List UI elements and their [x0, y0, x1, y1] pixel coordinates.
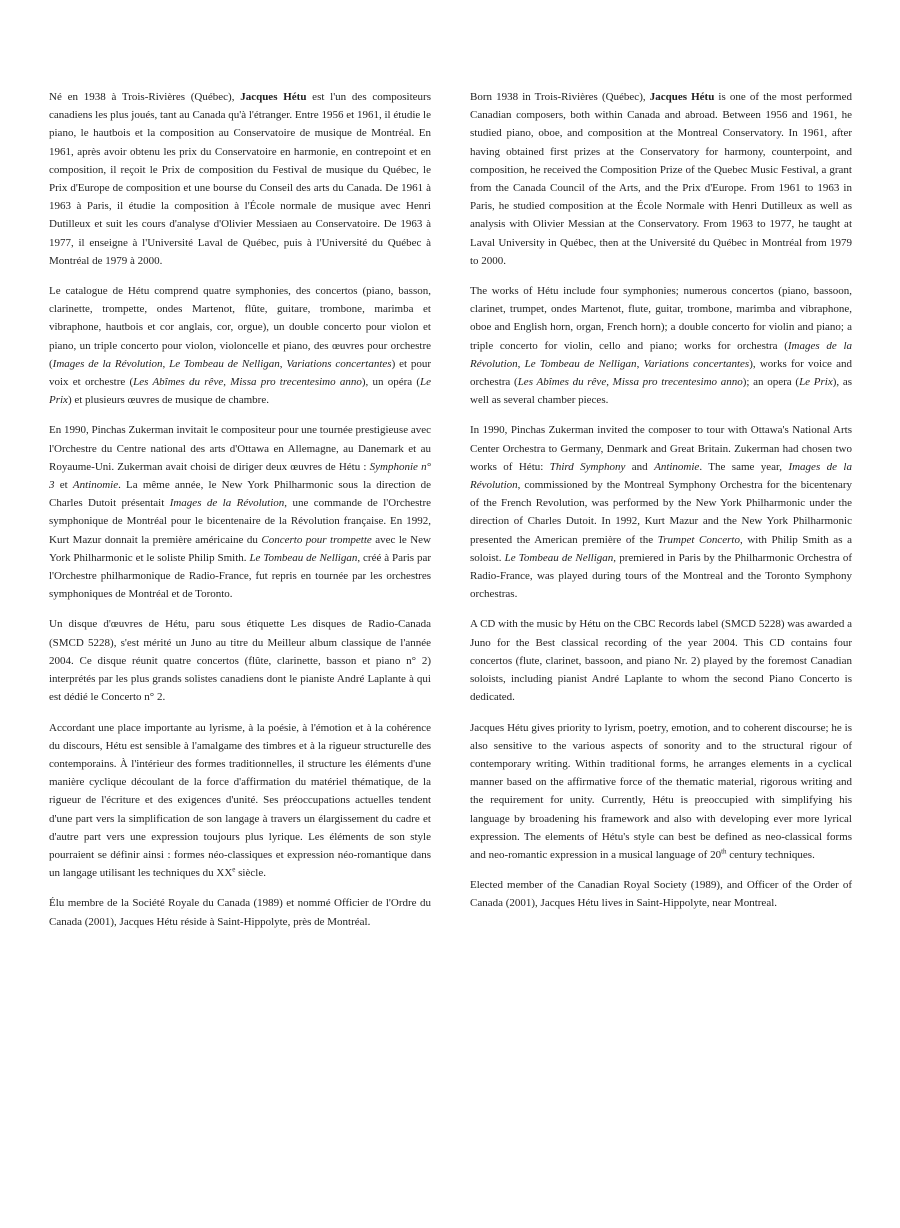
- work-title: Variations concertantes: [286, 357, 392, 370]
- text-run: ,: [223, 376, 231, 389]
- text-run: , commissioned by the Montreal Symphony Orchestra for the bicentenary of the French Revolution, was performed by the New York Philharmonic under the direction of Charles Dutoit. In 1992, Kurt Mazur and the New York Philharmonic presented the American première of the: [470, 479, 852, 546]
- work-title: Trumpet Concerto: [657, 533, 740, 546]
- text-run: Élu membre de la Société Royale du Canada (1989) et nommé Officier de l'Ordre du Canada (2001), Jacques Hétu réside à Saint-Hippolyte, près de Montréal.: [49, 897, 431, 928]
- work-title: Les Abîmes du rêve: [517, 376, 607, 389]
- text-run: and: [625, 460, 655, 473]
- text-run: ,: [636, 357, 644, 370]
- text-run: et: [54, 479, 73, 492]
- work-title: Images de la Révolution: [470, 339, 853, 370]
- work-title: Images de la Révolution: [52, 357, 163, 370]
- french-paragraph-5: [49, 719, 431, 883]
- english-paragraph-5: [470, 719, 852, 865]
- english-paragraph-4: [470, 615, 852, 706]
- superscript: th: [721, 847, 727, 856]
- text-run: est l'un des compositeurs canadiens les plus joués, tant au Canada qu'à l'étranger. Entre 1956 et 1961, il étudie le piano, le hautbois et la composition au Conservatoire de musique de Montréal. En 1961, après avoir obtenu les prix du Conservatoire en harmonie, en contrepoint et en composition, il reçoit le Prix de composition du Festival de musique du Québec, le Prix d'Europe de composition et une bourse du Conseil des arts du Canada. De 1961 à 1963 à Paris, il étudie la composition à l'École normale de musique avec Henri Dutilleux et suit les cours d'analyse d'Olivier Messiaen au Conservatoire. De 1963 à 1977, il enseigne à l'Université Laval de Québec, puis à l'Université du Québec à Montréal de 1979 à 2000.: [49, 91, 431, 267]
- text-run: century techniques.: [726, 848, 815, 861]
- work-title: Le Tombeau de Nelligan: [504, 551, 614, 564]
- english-column: [470, 88, 852, 925]
- text-run: ), works for voice and orchestra (: [470, 357, 852, 389]
- work-title: Antinomie: [72, 479, 119, 492]
- text-run: The works of Hétu include four symphonies; numerous concertos (piano, bassoon, clarinet, trumpet, ondes Martenot, flute, guitar, trombone, marimba and vibraphone, oboe and English horn, organ, French horn); a double concerto for violin and piano; a triple concerto for violin, cello and piano; works for orchestra (: [470, 285, 852, 352]
- french-paragraph-1: [49, 88, 431, 270]
- text-run: ), as well as several chamber pieces.: [470, 376, 853, 407]
- work-title: Le Prix: [49, 376, 432, 407]
- work-title: Missa pro trecentesimo anno: [612, 376, 743, 389]
- text-run: , une commande de l'Orchestre symphonique de Montréal pour le bicentenaire de la Révolution française. En 1992, Kurt Mazur donnait la première américaine du: [49, 497, 431, 546]
- text-run: Né en 1938 à Trois-Rivières (Québec),: [49, 91, 241, 103]
- work-title: Antinomie: [654, 460, 700, 473]
- text-run: A CD with the music by Hétu on the CBC Records label (SMCD 5228) was awarded a Juno for the Best classical recording of the year 2004. This CD contains four concertos (flute, clarinet, bassoon, and piano Nr. 2) played by the foremost Canadian soloists, including pianist André Laplante to whom the second Piano Concerto is dedicated.: [470, 618, 852, 704]
- superscript: e: [232, 865, 236, 874]
- work-title: Le Tombeau de Nelligan: [249, 551, 358, 564]
- french-column: [49, 88, 431, 943]
- text-run: Le catalogue de Hétu comprend quatre symphonies, des concertos (piano, basson, clarinette, trompette, ondes Martenot, flûte, guitare, trombone, marimba et vibraphone, hautbois et cor anglais, cor, orgue), un double concerto pour violon et piano, un triple concerto pour violon, violoncelle et piano, des œuvres pour orchestre (: [49, 285, 431, 370]
- text-run: ,: [517, 357, 525, 370]
- text-run: . The same year,: [699, 460, 789, 473]
- text-run: , créé à Paris par l'Orchestre philharmonique de Radio-France, fut repris en tournée par les orchestres symphoniques de Montréal et de Toronto.: [49, 551, 431, 601]
- composer-name: Jacques Hétu: [649, 91, 715, 103]
- text-run: avec le New York Philharmonic et le soliste Philip Smith.: [49, 533, 432, 564]
- french-paragraph-6: [49, 894, 431, 930]
- french-paragraph-4: [49, 615, 431, 706]
- english-paragraph-6: [470, 876, 852, 912]
- work-title: Images de la Révolution: [169, 497, 285, 510]
- text-run: siècle.: [235, 867, 266, 880]
- text-run: ,: [279, 357, 287, 370]
- text-run: En 1990, Pinchas Zukerman invitait le compositeur pour une tournée prestigieuse avec l'Orchestre du Centre national des arts d'Ottawa en Allemagne, au Danemark et au Royaume-Uni. Zukerman avait choisi de diriger deux œuvres de Hétu :: [49, 424, 431, 473]
- french-paragraph-3: [49, 421, 431, 603]
- composer-name: Jacques Hétu: [240, 91, 307, 103]
- text-run: . La même année, le New York Philharmonic sous la direction de Charles Dutoit présentait: [49, 479, 431, 510]
- text-run: ) et pour voix et orchestre (: [49, 357, 432, 389]
- work-title: Variations concertantes: [643, 357, 750, 370]
- text-run: is one of the most performed Canadian composers, both within Canada and abroad. Between 1956 and 1961, he studied piano, oboe, and composition at the Montreal Conservatory. In 1961, after having obtained first prizes at the Conservatory for harmony, counterpoint, and composition, he received the Composition Prize of the Quebec Music Festival, a grant from the Canada Council of the Arts, and the Prix d'Europe. From 1961 to 1963 in Paris, he studied composition at the École Normale with Henri Dutilleux as well as analysis with Olivier Messian at the Conservatory. From 1963 to 1977, he taught at Laval University in Québec, then at the Université du Québec in Montréal from 1979 to 2000.: [470, 91, 852, 267]
- text-run: ,: [162, 357, 170, 370]
- text-run: ,: [606, 376, 613, 389]
- text-run: ), un opéra (: [361, 376, 421, 389]
- text-run: , with Philip Smith as a soloist.: [470, 533, 852, 564]
- text-run: Born 1938 in Trois-Rivières (Québec),: [470, 91, 650, 103]
- text-run: ) et plusieurs œuvres de musique de chambre.: [67, 394, 269, 407]
- english-paragraph-3: [470, 421, 852, 603]
- text-run: Jacques Hétu gives priority to lyrism, poetry, emotion, and to coherent discourse; he is also sensitive to the various aspects of sonority and to the structural rigour of contemporary writing. Within traditional forms, he arranges elements in a cyclical manner based on the affirmative force of the thematic material, rigorous writing and the requirement for unity. Currently, Hétu is preoccupied with simplifying his language by broadening his framework and also with developing ever more lyrical expression. The elements of Hétu's style can best be defined as neo-classical forms and neo-romantic expression in a musical language of 20: [470, 721, 852, 861]
- text-run: Accordant une place importante au lyrisme, à la poésie, à l'émotion et à la cohérence du discours, Hétu est sensible à l'amalgame des timbres et à la rigueur structurelle des contemporains. À l'intérieur des formes traditionnelles, il structure les éléments d'une manière cyclique découlant de la force d'affirmation du matériel thématique, de la rigueur de l'écriture et des exigences d'unité. Ses préoccupations actuelles tendent d'une part vers la simplification de son langage à travers un élargissement du cadre et d'autre part vers une expression toujours plus lyrique. Les éléments de son style pourraient se définir ainsi : formes néo-classiques et expression néo-romantique dans un langage utilisant les techniques du XX: [49, 721, 431, 880]
- text-run: Un disque d'œuvres de Hétu, paru sous étiquette Les disques de Radio-Canada (SMCD 5228), s'est mérité un Juno au titre du Meilleur album classique de l'année 2004. Ce disque réunit quatre concertos (flûte, clarinette, basson et piano n° 2) interprétés par les plus grands solistes canadiens dont le pianiste André Laplante à qui est dédié le Concerto n° 2.: [49, 618, 431, 704]
- work-title: Missa pro trecentesimo anno: [230, 376, 362, 389]
- english-paragraph-2: [470, 282, 852, 409]
- work-title: Third Symphony: [549, 460, 626, 473]
- work-title: Les Abîmes du rêve: [133, 376, 224, 389]
- work-title: Le Tombeau de Nelligan: [169, 357, 280, 370]
- french-paragraph-2: [49, 282, 431, 409]
- text-run: In 1990, Pinchas Zukerman invited the composer to tour with Ottawa's National Arts Center Orchestra to Germany, Denmark and Great Britain. Zukerman had chosen two works of Hétu:: [470, 424, 852, 473]
- work-title: Images de la Révolution: [470, 460, 852, 492]
- text-run: Elected member of the Canadian Royal Society (1989), and Officer of the Order of Canada (2001), Jacques Hétu lives in Saint-Hippolyte, near Montreal.: [470, 879, 852, 910]
- work-title: Concerto pour trompette: [261, 533, 372, 546]
- text-run: , premiered in Paris by the Philharmonic Orchestra of Radio-France, was played during tours of the Montreal and the Toronto Symphony orchestras.: [470, 551, 852, 601]
- english-paragraph-1: [470, 88, 852, 270]
- work-title: Le Tombeau de Nelligan: [524, 357, 637, 370]
- work-title: Symphonie n° 3: [49, 460, 431, 492]
- text-run: ); an opera (: [742, 376, 800, 389]
- work-title: Le Prix: [799, 376, 833, 389]
